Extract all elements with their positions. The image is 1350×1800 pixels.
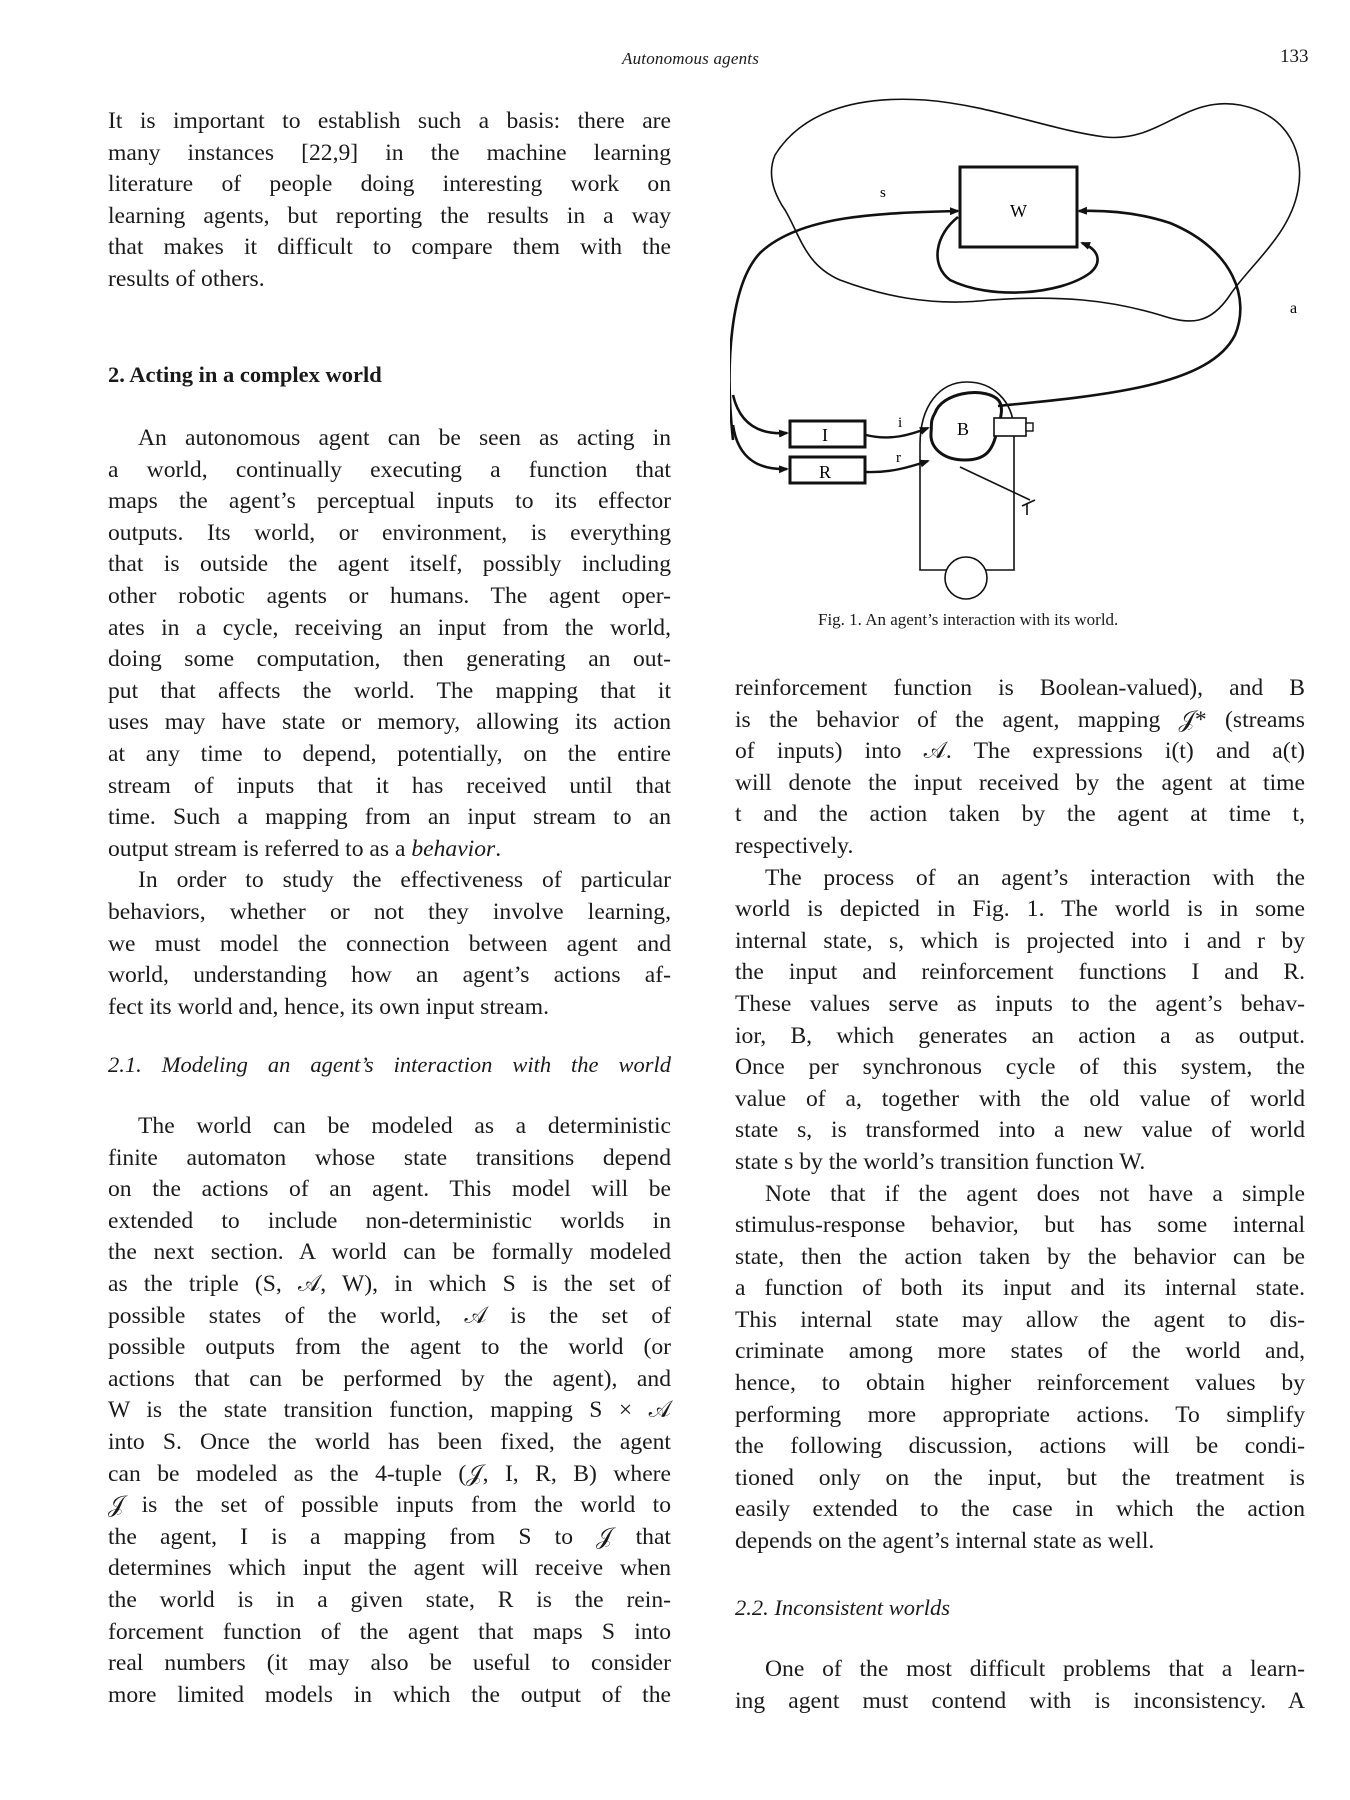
- paragraph-1: [108, 423, 671, 1023]
- text-line: easily extended to the case in which the action: [735, 1496, 1305, 1523]
- text-line: criminate among more states of the world and,: [735, 1338, 1305, 1365]
- text-line: the agent, I is a mapping from S to 𝒥 that: [108, 1523, 671, 1550]
- intro-paragraph: [108, 106, 671, 296]
- subsection-2-1-heading: 2.1. Modeling an agent’s interaction with the world: [108, 1052, 671, 1077]
- paragraph-7: [735, 1654, 1305, 1717]
- text-line: W is the state transition function, mapping S × 𝒜: [108, 1397, 671, 1424]
- action-arrow: [998, 211, 1240, 406]
- text-line: stream of inputs that it has received until that: [108, 772, 671, 799]
- text-line: maps the agent’s perceptual inputs to its effector: [108, 488, 671, 515]
- text-line: uses may have state or memory, allowing its action: [108, 709, 671, 736]
- section-2-heading: 2. Acting in a complex world: [108, 362, 382, 387]
- figure-caption: Fig. 1. An agent’s interaction with its world.: [818, 610, 1119, 629]
- text-line: possible outputs from the agent to the world (or: [108, 1334, 671, 1361]
- text-line: determines which input the agent will receive when: [108, 1555, 671, 1582]
- text-line: It is important to establish such a basis: there are: [108, 108, 671, 134]
- text-line: ates in a cycle, receiving an input from the world,: [108, 614, 671, 641]
- text-line: state s, is transformed into a new value of world: [735, 1117, 1305, 1144]
- label-s: s: [880, 185, 886, 201]
- text-line: fect its world and, hence, its own input stream.: [108, 993, 549, 1020]
- text-line: behaviors, whether or not they involve learning,: [108, 898, 671, 925]
- text-line: These values serve as inputs to the agent’s behav-: [735, 990, 1305, 1017]
- robot-camera: [994, 418, 1026, 436]
- text-line: reinforcement function is Boolean-valued), and B: [735, 675, 1305, 701]
- text-line: The process of an agent’s interaction with the: [765, 864, 1305, 891]
- text-line: many instances [22,9] in the machine learning: [108, 139, 671, 166]
- label-B: B: [957, 419, 970, 439]
- text-line: An autonomous agent can be seen as acting in: [138, 425, 671, 451]
- text-line: extended to include non-deterministic worlds in: [108, 1207, 671, 1234]
- text-line: world is depicted in Fig. 1. The world is in some: [735, 896, 1305, 923]
- running-head: [0, 46, 1350, 76]
- text-line: stimulus-response behavior, but has some internal: [735, 1212, 1305, 1239]
- text-line: literature of people doing interesting work on: [108, 171, 671, 198]
- robot-gripper: [1022, 500, 1035, 515]
- text-line: hence, to obtain higher reinforcement values by: [735, 1370, 1305, 1397]
- text-line: the input and reinforcement functions I and R.: [735, 959, 1305, 986]
- world-boundary: [771, 99, 1299, 321]
- label-a: a: [1290, 300, 1298, 317]
- text-line: on the actions of an agent. This model will be: [108, 1176, 671, 1203]
- text-line: the world is in a given state, R is the rein-: [108, 1586, 671, 1613]
- text-line: more limited models in which the output of the: [108, 1681, 671, 1708]
- text-line: tioned only on the input, but the treatment is: [735, 1464, 1305, 1491]
- text-line: state, then the action taken by the behavior can be: [735, 1243, 1305, 1270]
- label-r: r: [896, 450, 901, 466]
- label-W: W: [1010, 201, 1027, 221]
- text-line: can be modeled as the 4-tuple (𝒥, I, R, B) where: [108, 1460, 671, 1487]
- text-line: time. Such a mapping from an input stream to an: [108, 804, 671, 831]
- figure-1-agent-world-diagram: [730, 95, 1320, 615]
- paragraph-3: [108, 1111, 671, 1711]
- text-line: In order to study the effectiveness of particular: [138, 867, 671, 894]
- paragraph-4: [735, 673, 1305, 1558]
- world-self-loop: [938, 217, 1098, 293]
- text-line: doing some computation, then generating an out-: [108, 646, 671, 673]
- text-line: respectively.: [735, 832, 854, 859]
- text-line: at any time to depend, potentially, on the entire: [108, 740, 671, 767]
- subsection-2-2-heading: 2.2. Inconsistent worlds: [735, 1595, 951, 1620]
- text-line: ior, B, which generates an action a as output.: [735, 1022, 1305, 1049]
- text-line: One of the most difficult problems that a learn-: [765, 1656, 1305, 1682]
- input-signal-arrow: [866, 428, 928, 437]
- text-line: value of a, together with the old value of world: [735, 1085, 1305, 1112]
- text-line: finite automaton whose state transitions depend: [108, 1144, 671, 1171]
- label-R: R: [819, 462, 832, 482]
- text-line: internal state, s, which is projected into i and r by: [735, 927, 1305, 954]
- label-i: i: [898, 415, 903, 431]
- text-line: the next section. A world can be formally modeled: [108, 1239, 671, 1266]
- text-fragment: output stream is referred to as a: [108, 835, 412, 862]
- text-line: outputs. Its world, or environment, is everything: [108, 519, 671, 546]
- text-line: The world can be modeled as a deterministic: [138, 1113, 671, 1139]
- arrow-to-R: [733, 425, 787, 469]
- text-line: that makes it difficult to compare them with the: [108, 234, 671, 261]
- text-line: will denote the input received by the agent at time: [735, 769, 1305, 796]
- page-number: 133: [1280, 46, 1309, 67]
- text-line: is the behavior of the agent, mapping 𝒥* (streams: [735, 706, 1305, 733]
- text-line: other robotic agents or humans. The agent oper-: [108, 582, 671, 609]
- robot-arm: [960, 467, 1030, 500]
- text-line: the following discussion, actions will be condi-: [735, 1433, 1305, 1460]
- punctuation: .: [495, 835, 502, 862]
- text-line: results of others.: [108, 265, 265, 292]
- text-line: learning agents, but reporting the results in a way: [108, 202, 671, 229]
- running-title: Autonomous agents: [622, 49, 760, 68]
- label-I: I: [822, 425, 828, 445]
- agent-world-diagram-svg: [730, 95, 1330, 615]
- robot-wheel: [945, 557, 987, 599]
- state-arrow: [730, 211, 958, 440]
- text-line: Once per synchronous cycle of this system, the: [735, 1054, 1305, 1081]
- text-line: 𝒥 is the set of possible inputs from the world to: [108, 1492, 671, 1519]
- text-line: performing more appropriate actions. To simplify: [735, 1401, 1305, 1428]
- text-line: state s by the world’s transition function W.: [735, 1148, 1146, 1175]
- text-line: forcement function of the agent that maps S into: [108, 1618, 671, 1645]
- text-line: put that affects the world. The mapping that it: [108, 677, 671, 704]
- text-line: world, understanding how an agent’s actions af-: [108, 962, 671, 989]
- text-line: that is outside the agent itself, possibly including: [108, 551, 671, 578]
- text-line: into S. Once the world has been fixed, the agent: [108, 1428, 671, 1455]
- text-line: a function of both its input and its internal state.: [735, 1275, 1305, 1302]
- text-line: actions that can be performed by the agent), and: [108, 1365, 671, 1392]
- text-line: possible states of the world, 𝒜 is the set of: [108, 1302, 671, 1329]
- text-line: t and the action taken by the agent at time t,: [735, 801, 1305, 828]
- term-behavior: behavior: [411, 835, 496, 862]
- text-line: of inputs) into 𝒜. The expressions i(t) and a(t): [735, 738, 1305, 765]
- robot-camera-lens: [1026, 423, 1033, 431]
- text-line: we must model the connection between agent and: [108, 930, 671, 957]
- text-line: Note that if the agent does not have a simple: [765, 1180, 1305, 1207]
- text-line: [108, 834, 671, 866]
- text-line: This internal state may allow the agent to dis-: [735, 1306, 1305, 1333]
- arrow-to-I: [733, 395, 787, 433]
- text-line: ing agent must contend with is inconsistency. A: [735, 1687, 1305, 1714]
- text-line: depends on the agent’s internal state as well.: [735, 1528, 1155, 1555]
- text-line: real numbers (it may also be useful to consider: [108, 1650, 671, 1677]
- text-line: as the triple (S, 𝒜, W), in which S is the set of: [108, 1270, 671, 1297]
- text-line: a world, continually executing a function that: [108, 456, 671, 483]
